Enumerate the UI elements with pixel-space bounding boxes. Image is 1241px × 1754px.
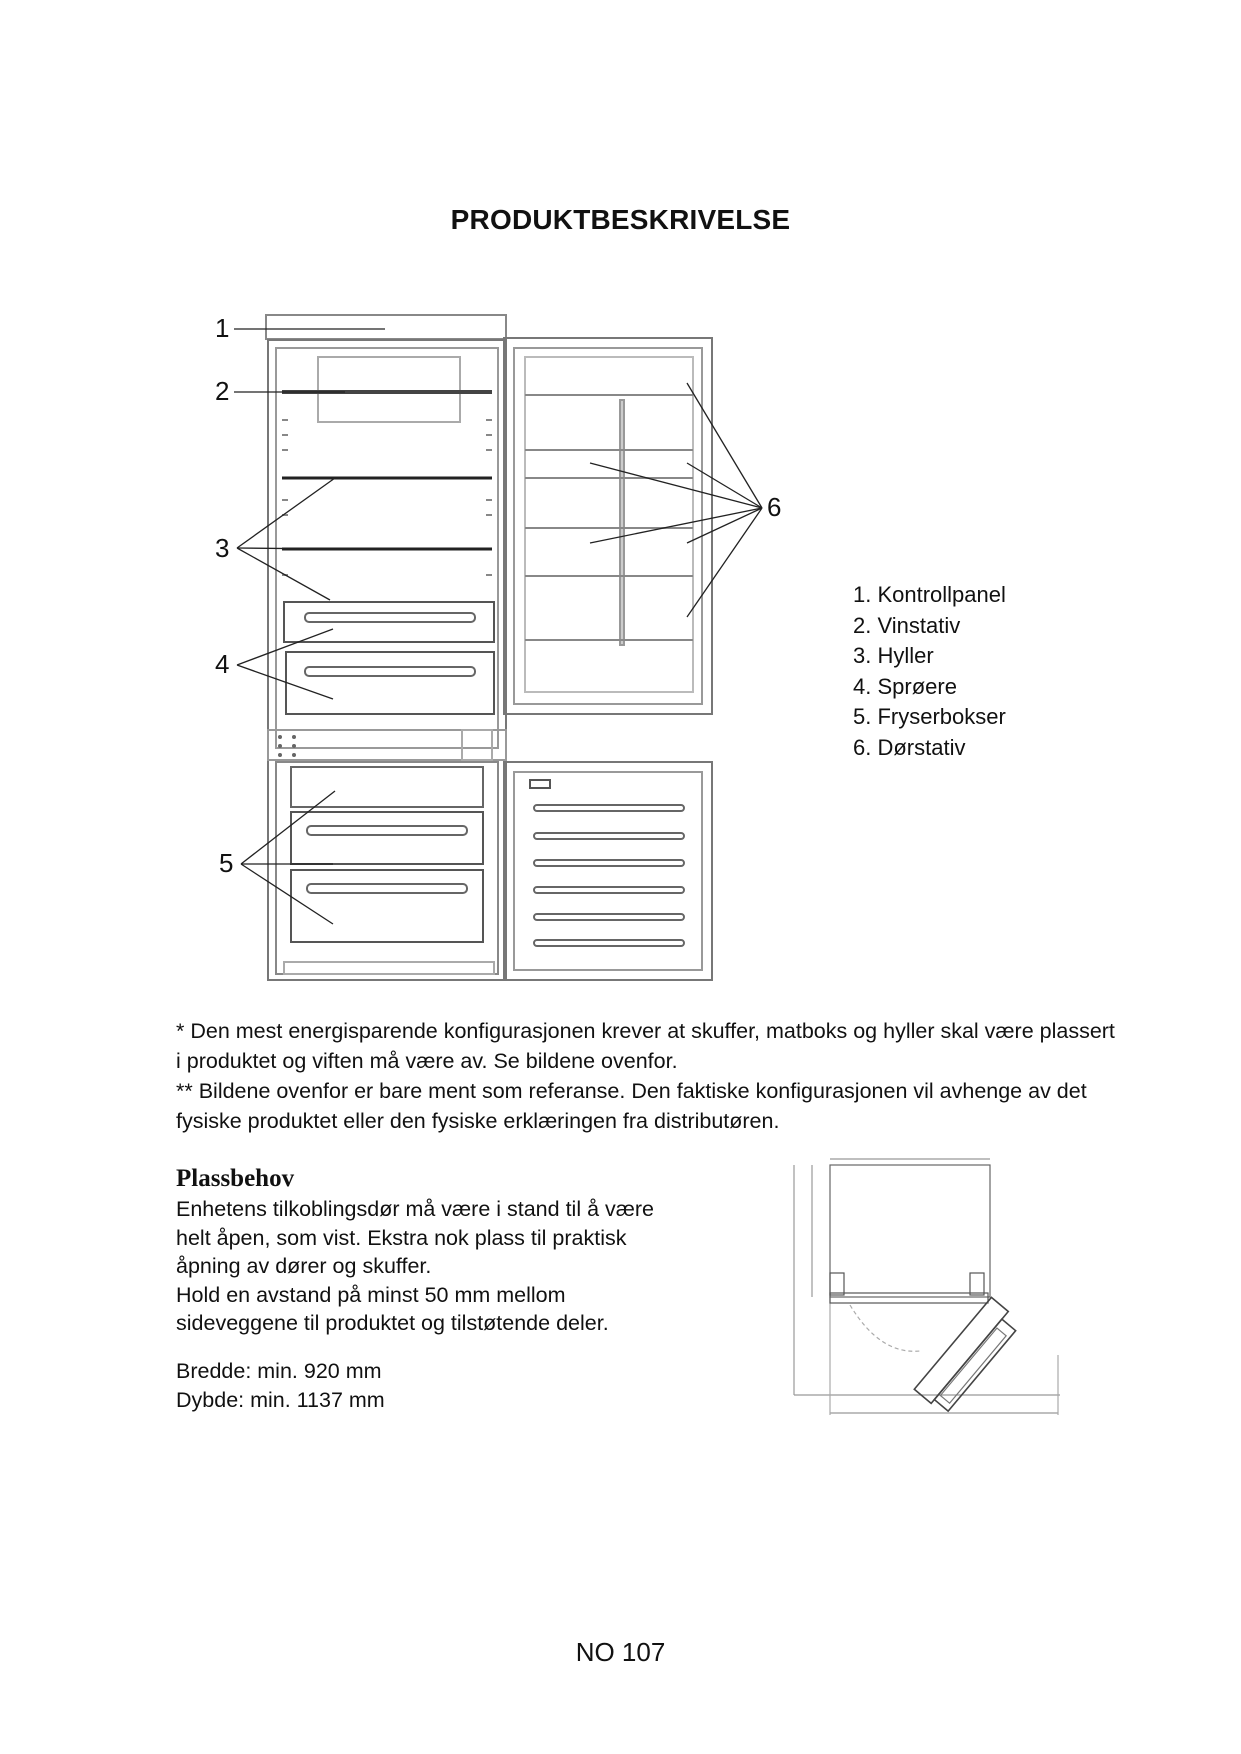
page-number: NO 107 [575,1637,666,1667]
legend-item: 1. Kontrollpanel [853,582,1006,607]
cabinet [266,315,506,980]
notes [176,1016,1116,1136]
legend-list [853,580,1006,763]
fridge-diagram [200,300,800,1000]
space-dimensions [176,1357,385,1414]
space-paragraph: Hold en avstand på minst 50 mm mellom sideveggene til produktet og tilstøtende deler. [176,1282,609,1335]
legend-item: 5. Fryserbokser [853,704,1006,729]
callout-4: 4 [215,649,230,679]
callout-1: 1 [215,313,230,343]
callout-2: 2 [215,376,230,406]
upper-door [504,338,712,714]
page-title: PRODUKTBESKRIVELSE [450,204,791,235]
installation-plan-diagram [780,1155,1080,1435]
legend-item: 6. Dørstativ [853,734,966,760]
callout-3: 3 [215,533,230,563]
space-paragraph: Enhetens tilkoblingsdør må være i stand til å være helt åpen, som vist. Ekstra nok plass til praktisk åpning av dører og skuffer. [176,1197,654,1278]
section-heading: Plassbehov [176,1165,295,1192]
legend-item: 3. Hyller [853,643,934,668]
legend-item: 4. Sprøere [853,673,957,699]
space-requirements-text [176,1195,666,1338]
legend-item: 2. Vinstativ [853,612,961,638]
lower-door [504,762,712,980]
width-requirement: Bredde: min. 920 mm [176,1359,382,1383]
note-energy: * Den mest energisparende konfigurasjonen krever at skuffer, matboks og hyller skal være plassert i produktet og viften må være av. Se bildene ovenfor. [176,1019,1115,1073]
note-reference: ** Bildene ovenfor er bare ment som referanse. Den faktiske konfigurasjonen vil avhenge av det fysiske produktet eller den fysiske erklæringen fra distributøren. [176,1079,1087,1133]
callout-5: 5 [219,848,234,878]
depth-requirement: Dybde: min. 1137 mm [176,1387,385,1412]
callout-6: 6 [767,492,782,522]
